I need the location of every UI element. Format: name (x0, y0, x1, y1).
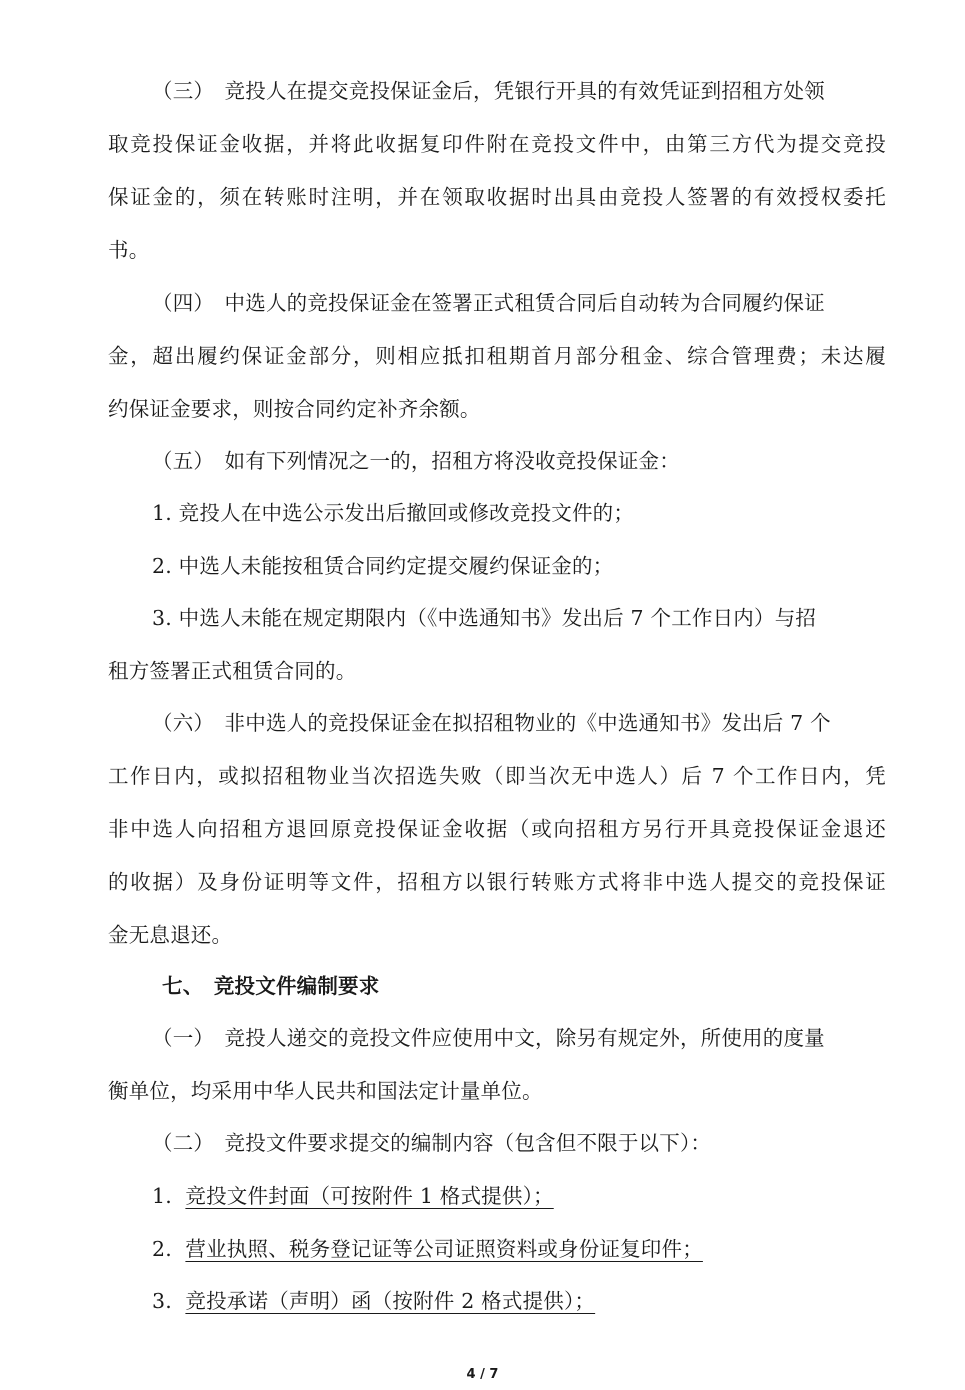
list-item-2 (152, 1234, 930, 1264)
page-number: 4 / 7 (466, 1367, 499, 1382)
forfeit-item-2: 2. 中选人未能按租赁合同约定提交履约保证金的； (152, 554, 614, 578)
list-item-1-text: 竞投文件封面（可按附件 1 格式提供）； (185, 1184, 554, 1208)
section-heading: 七、 竞投文件编制要求 (162, 974, 380, 998)
list-item-3-number: 3. (152, 1289, 172, 1313)
list-item-2-number: 2. (152, 1237, 172, 1261)
section-paragraph-1-line-1: （一） 竞投人递交的竞投文件应使用中文，除另有规定外，所使用的度量 (152, 1026, 825, 1050)
forfeit-item-1: 1. 竞投人在中选公示发出后撤回或修改竞投文件的； (152, 501, 635, 525)
paragraph-6-line-1: （六） 非中选人的竞投保证金在拟招租物业的《中选通知书》发出后 7 个 (152, 711, 831, 735)
section-paragraph-2-line-1: （二） 竞投文件要求提交的编制内容（包含但不限于以下）： (152, 1131, 712, 1155)
paragraph-3-line-4: 书。 (108, 238, 150, 262)
paragraph-4-line-3: 约保证金要求，则按合同约定补齐余额。 (108, 397, 481, 421)
list-item-3-text: 竞投承诺（声明）函（按附件 2 格式提供）； (185, 1289, 596, 1313)
paragraph-6-line-4: 的收据）及身份证明等文件，招租方以银行转账方式将非中选人提交的竞投保证 (108, 870, 886, 894)
paragraph-6-line-5: 金无息退还。 (108, 923, 233, 947)
forfeit-item-3-line-1: 3. 中选人未能在规定期限内（《中选通知书》发出后 7 个工作日内）与招 (152, 606, 817, 630)
paragraph-4-line-1: （四） 中选人的竞投保证金在签署正式租赁合同后自动转为合同履约保证 (152, 291, 825, 315)
paragraph-5-line-1: （五） 如有下列情况之一的，招租方将没收竞投保证金： (152, 449, 680, 473)
list-item-1-number: 1. (152, 1184, 172, 1208)
section-paragraph-1-line-2: 衡单位，均采用中华人民共和国法定计量单位。 (108, 1079, 543, 1103)
list-item-3 (152, 1286, 930, 1316)
paragraph-3-line-2: 取竞投保证金收据，并将此收据复印件附在竞投文件中，由第三方代为提交竞投 (108, 132, 886, 156)
paragraph-3-line-1: （三） 竞投人在提交竞投保证金后，凭银行开具的有效凭证到招租方处领 (152, 79, 825, 103)
paragraph-4-line-2: 金，超出履约保证金部分，则相应抵扣租期首月部分租金、综合管理费；未达履 (108, 344, 886, 368)
forfeit-item-3-line-2: 租方签署正式租赁合同的。 (108, 659, 357, 683)
list-item-2-text: 营业执照、税务登记证等公司证照资料或身份证复印件； (185, 1237, 703, 1261)
paragraph-6-line-3: 非中选人向招租方退回原竞投保证金收据（或向招租方另行开具竞投保证金退还 (108, 817, 886, 841)
paragraph-3-line-3: 保证金的，须在转账时注明，并在领取收据时出具由竞投人签署的有效授权委托 (108, 185, 886, 209)
list-item-1 (152, 1181, 930, 1211)
paragraph-6-line-2: 工作日内，或拟招租物业当次招选失败（即当次无中选人）后 7 个工作日内，凭 (108, 764, 886, 788)
